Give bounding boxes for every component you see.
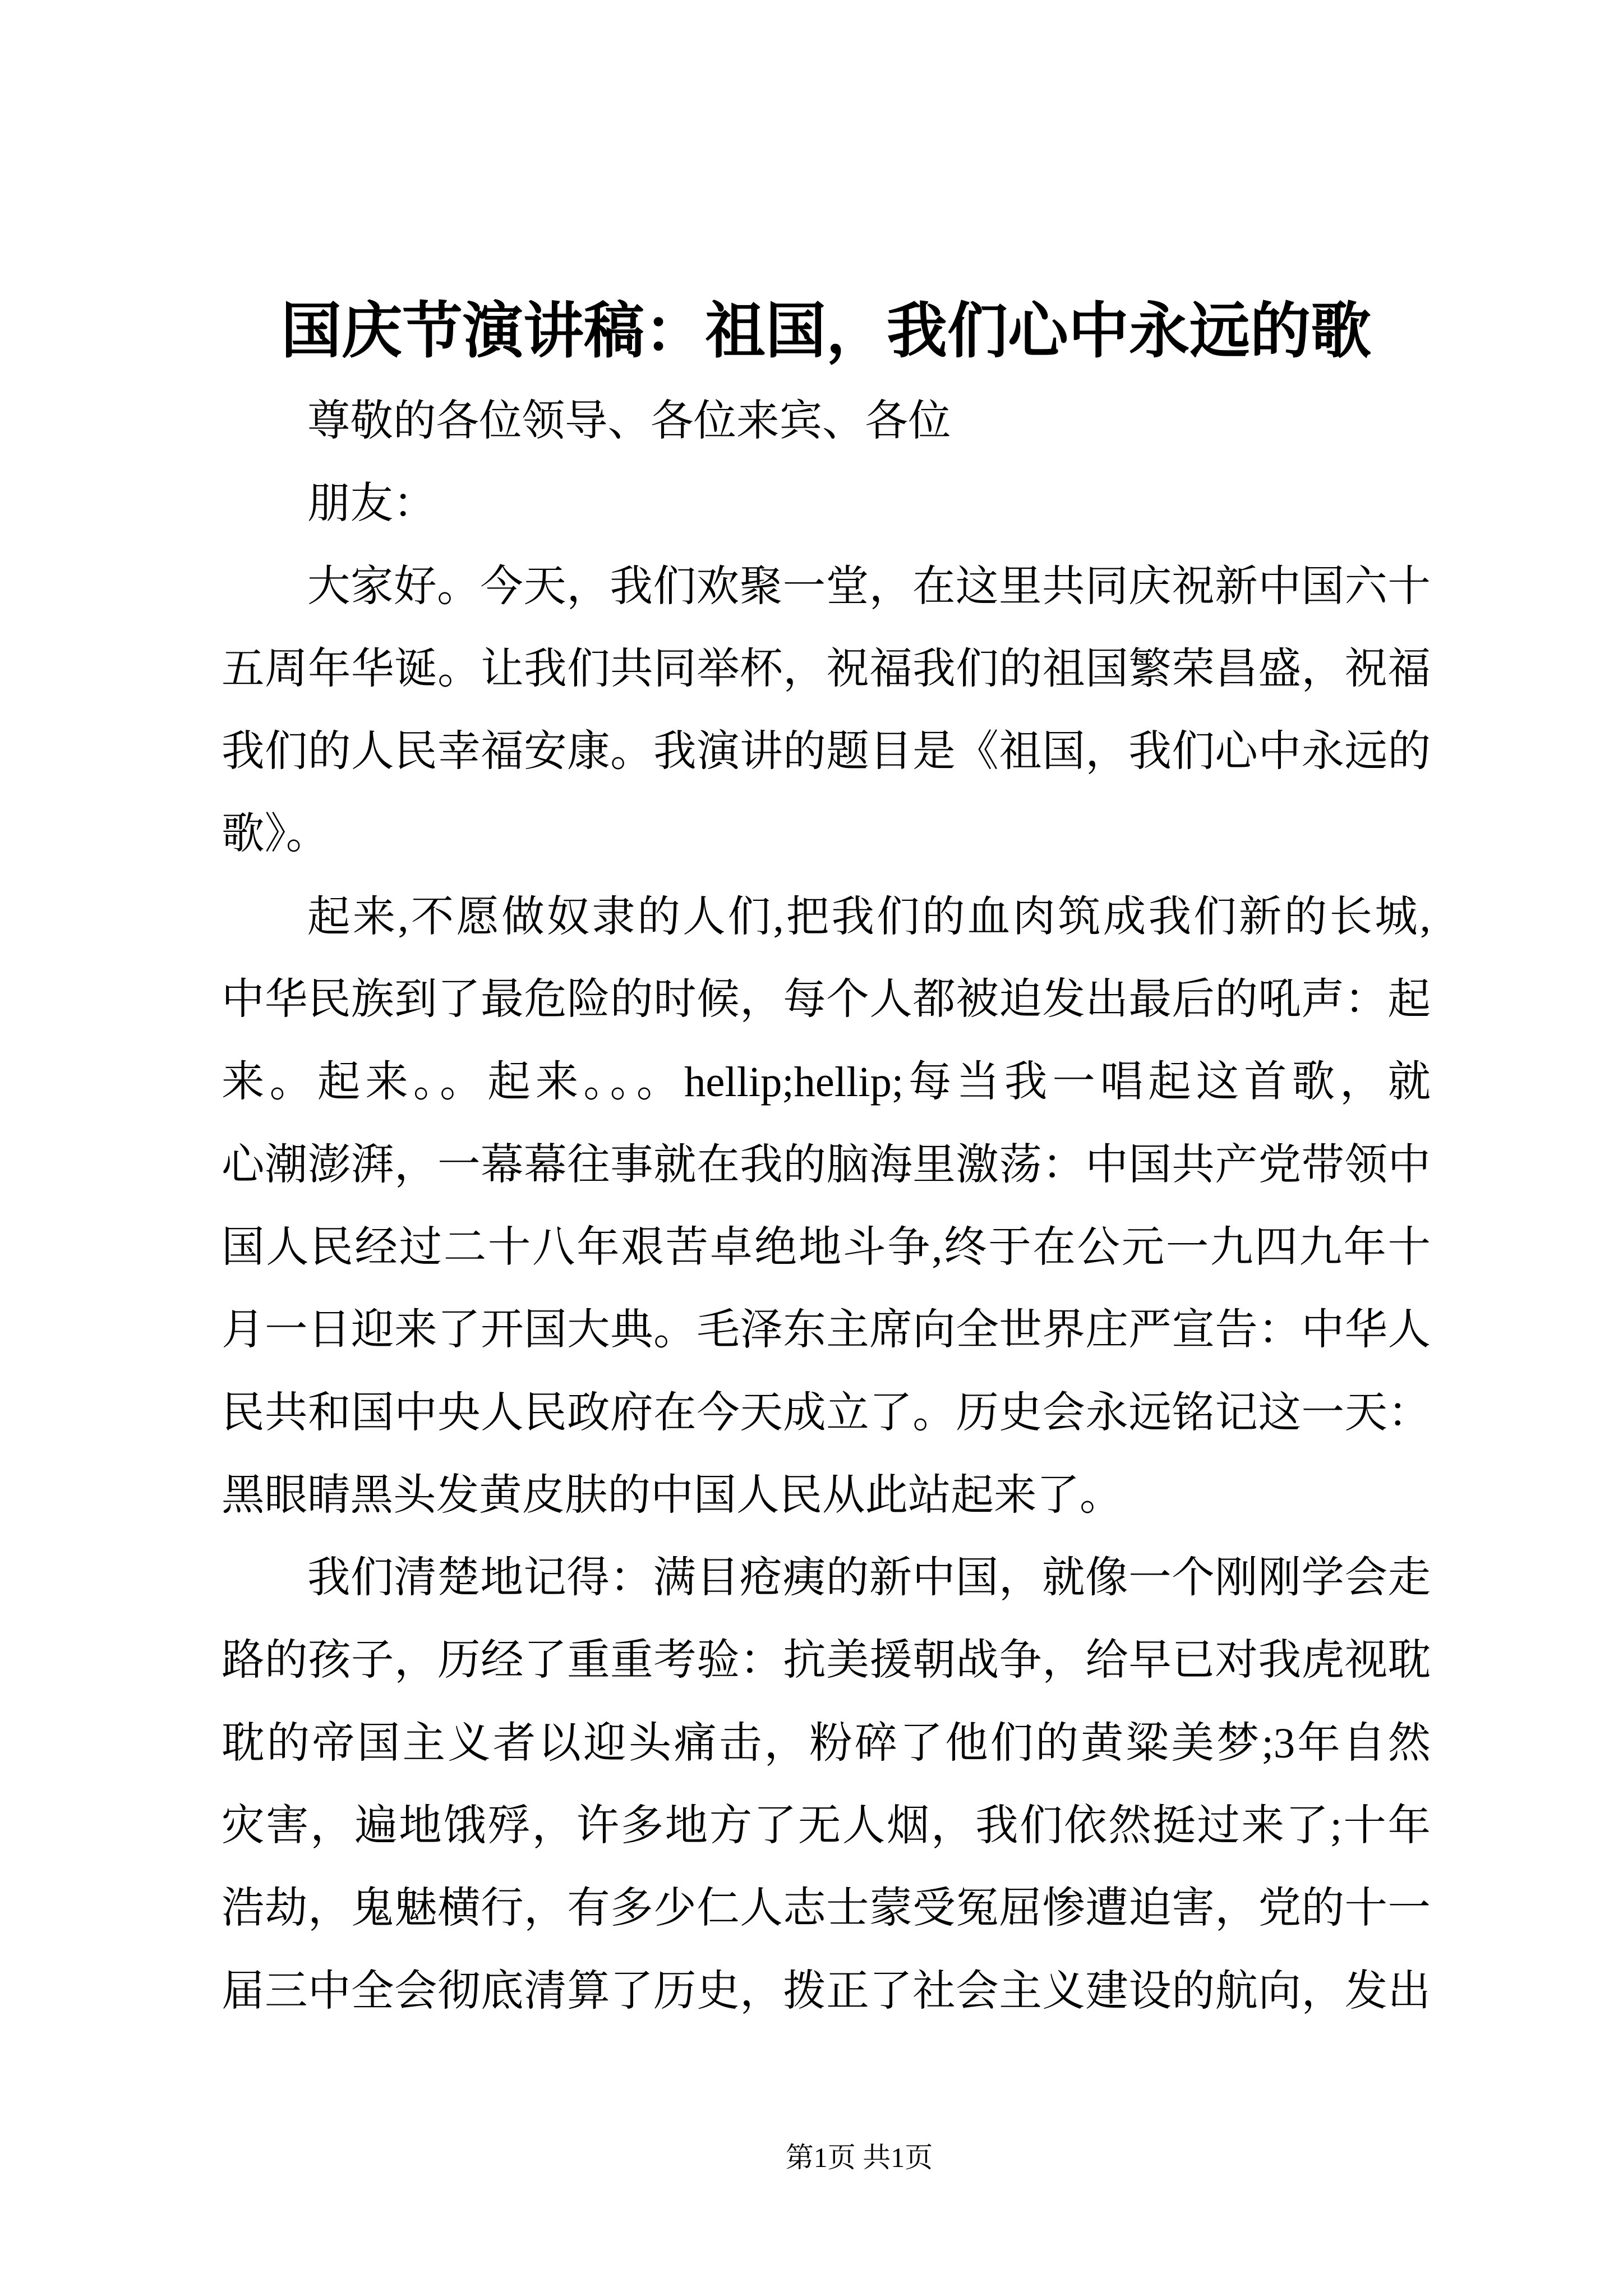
text-line: 来。起来。。起来。。。hellip;hellip;每当我一唱起这首歌，就 — [222, 1058, 1431, 1106]
text-line: 五周年华诞。让我们共同举杯，祝福我们的祖国繁荣昌盛，祝福 — [222, 645, 1431, 693]
text-line: 届三中全会彻底清算了历史，拨正了社会主义建设的航向，发出 — [222, 1967, 1431, 2015]
greeting-paragraph — [222, 545, 1431, 876]
text-line: 耽的帝国主义者以迎头痛击，粉碎了他们的黄粱美梦;3年自然 — [222, 1719, 1431, 1767]
text-line: 起来,不愿做奴隶的人们,把我们的血肉筑成我们新的长城, — [307, 892, 1431, 941]
text-line: 我们的人民幸福安康。我演讲的题目是《祖国，我们心中永远的 — [222, 728, 1431, 776]
text-line: 心潮澎湃，一幕幕往事就在我的脑海里激荡：中国共产党带领中 — [222, 1140, 1431, 1189]
text-line: 尊敬的各位领导、各位来宾、各位 — [307, 397, 951, 445]
anthem-history-paragraph — [222, 876, 1431, 1536]
text-line: 我们清楚地记得：满目疮痍的新中国，就像一个刚刚学会走 — [307, 1554, 1431, 1602]
salutation-paragraph — [222, 380, 1431, 462]
text-line: 路的孩子，历经了重重考验：抗美援朝战争，给早已对我虎视耽 — [222, 1636, 1431, 1685]
document-title: 国庆节演讲稿：祖国，我们心中永远的歌 — [280, 298, 1371, 365]
text-line: 中华民族到了最危险的时候，每个人都被迫发出最后的吼声：起 — [222, 976, 1431, 1024]
text-line: 大家好。今天，我们欢聚一堂，在这里共同庆祝新中国六十 — [307, 562, 1431, 610]
text-line: 民共和国中央人民政府在今天成立了。历史会永远铭记这一天： — [222, 1388, 1431, 1437]
salutation-continuation-paragraph — [222, 462, 1431, 545]
text-line: 浩劫，鬼魅横行，有多少仁人志士蒙受冤屈惨遭迫害，党的十一 — [222, 1884, 1431, 1932]
document-body — [222, 380, 1431, 2032]
text-line: 月一日迎来了开国大典。毛泽东主席向全世界庄严宣告：中华人 — [222, 1306, 1431, 1354]
text-line: 朋友： — [307, 480, 436, 528]
text-line: 歌》。 — [222, 810, 329, 858]
text-line: 灾害，遍地饿殍，许多地方了无人烟，我们依然挺过来了;十年 — [222, 1802, 1431, 1850]
text-line: 黑眼睛黑头发黄皮肤的中国人民从此站起来了。 — [222, 1471, 1123, 1519]
page-number-footer: 第1页 共1页 — [785, 2142, 933, 2173]
memory-paragraph — [222, 1536, 1431, 2032]
text-line: 国人民经过二十八年艰苦卓绝地斗争,终于在公元一九四九年十 — [222, 1223, 1431, 1271]
